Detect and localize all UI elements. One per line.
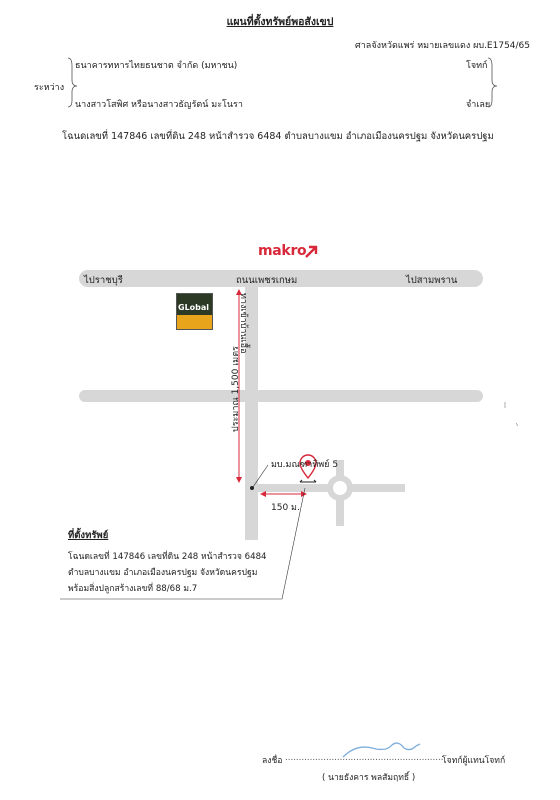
direction-left-label: ไปราชบุรี bbox=[84, 275, 123, 286]
right-brace bbox=[488, 58, 497, 107]
sign-role: โจทก์ผู้แทนโจทก์ bbox=[442, 756, 506, 766]
roundabout-center bbox=[333, 481, 347, 495]
signer-name: ( นายธังคาร พลสัมฤทธิ์ ) bbox=[322, 773, 416, 783]
vertical-arrow-bottom-icon bbox=[236, 477, 242, 483]
main-road-label: ถนนเพชรเกษม bbox=[236, 275, 298, 286]
court-case-number: ศาลจังหวัดแพร่ หมายเลขแดง ผบ.E1754/65 bbox=[355, 41, 530, 51]
side-road-label: ทางเข้าบ้านเอื้อ bbox=[238, 293, 248, 354]
cross-road bbox=[79, 390, 483, 402]
defendant-role: จำเลย bbox=[466, 100, 491, 110]
caption-line-1: โฉนดเลขที่ 147846 เลขที่ดิน 248 หน้าสำรวจ 6484 bbox=[68, 552, 267, 562]
vertical-distance-label: ประมาณ 1,500 เมตร bbox=[231, 346, 241, 432]
between-label: ระหว่าง bbox=[34, 83, 65, 93]
caption-line-2: ตำบลบางแขม อำเภอเมืองนครปฐม จังหวัดนครปฐม bbox=[68, 568, 258, 578]
deed-description: โฉนดเลขที่ 147846 เลขที่ดิน 248 หน้าสำรวจ 6484 ตำบลบางแขม อำเภอเมืองนครปฐม จังหวัดนครปฐม bbox=[62, 131, 494, 142]
left-brace bbox=[68, 58, 77, 107]
sign-label: ลงชื่อ bbox=[262, 756, 283, 766]
caption-title: ที่ตั้งทรัพย์ bbox=[68, 530, 109, 541]
makro-arrow-icon bbox=[306, 247, 316, 257]
plaintiff-role: โจทก์ bbox=[466, 61, 488, 71]
logo-bar bbox=[177, 315, 212, 329]
global-house-logo bbox=[176, 293, 213, 330]
caption-line-3: พร้อมสิ่งปลูกสร้างเลขที่ 88/68 ม.7 bbox=[68, 584, 198, 594]
logo-text: GLobal bbox=[178, 303, 210, 312]
plaintiff-name: ธนาคารทหารไทยธนชาต จำกัด (มหาชน) bbox=[75, 61, 238, 71]
defendant-name: นางสาวโสพิศ หรือนางสาวธัญรัตน์ มะโนรา bbox=[75, 100, 243, 110]
makro-label: makro bbox=[258, 243, 307, 259]
village-label: มบ.มณฑาทิพย์ 5 bbox=[271, 460, 339, 470]
document-title: แผนที่ตั้งทรัพย์พอสังเขป bbox=[226, 16, 334, 28]
sign-dots: .......................................................... bbox=[285, 753, 444, 763]
horizontal-distance-label: 150 ม. bbox=[271, 503, 300, 513]
direction-right-label: ไปสามพราน bbox=[406, 275, 458, 286]
